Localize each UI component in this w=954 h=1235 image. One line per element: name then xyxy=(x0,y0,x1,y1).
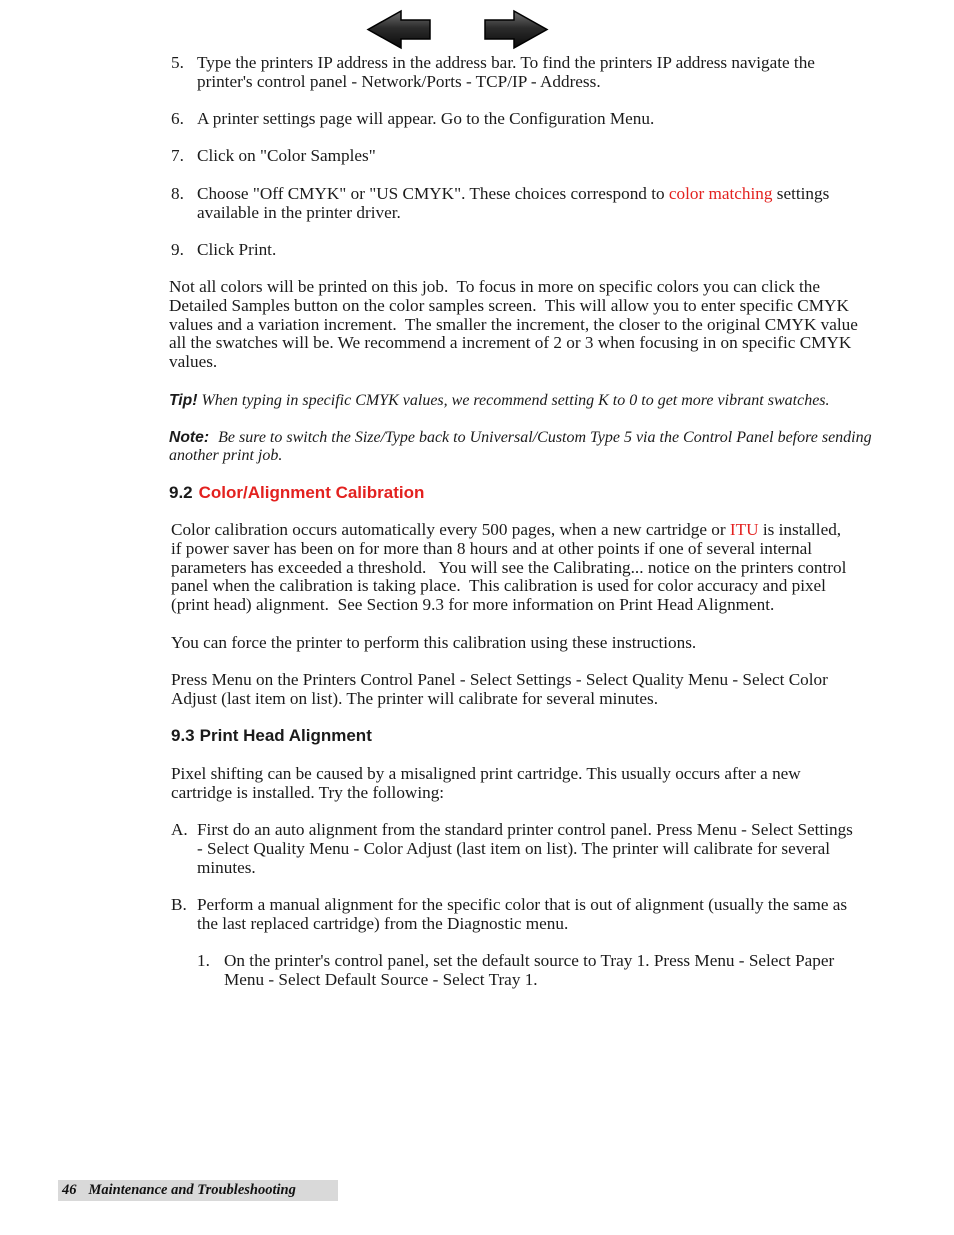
step-text xyxy=(197,185,829,223)
step-text-line: A printer settings page will appear. Go to the Configuration Menu. xyxy=(197,109,655,128)
paragraph-line: all the swatches will be. We recommend a increment of 2 or 3 when focusing in on specific CMYK xyxy=(169,333,852,353)
section-number: 9.3 xyxy=(171,726,195,745)
step-text-line xyxy=(197,185,829,204)
section-number: 9.2 xyxy=(169,483,193,502)
paragraph-line xyxy=(171,521,846,540)
itu-link[interactable]: ITU xyxy=(729,520,759,539)
paragraph-segment: Color calibration occurs automatically every 500 pages, when a new cartridge or xyxy=(171,520,730,539)
step-text-line: Type the printers IP address in the address bar. To find the printers IP address navigate the xyxy=(197,53,815,72)
arrow-right-icon[interactable] xyxy=(482,9,549,50)
step-text-line: printer's control panel - Network/Ports - TCP/IP - Address. xyxy=(197,71,601,91)
paragraph-line: You can force the printer to perform this calibration using these instructions. xyxy=(171,633,697,652)
section-title: Print Head Alignment xyxy=(199,726,372,745)
paragraph-segment: is installed, xyxy=(758,520,842,539)
item-text xyxy=(197,821,853,877)
step-text-segment: Choose "Off CMYK" or "US CMYK". These choices correspond to xyxy=(197,184,669,203)
page-footer xyxy=(58,1180,338,1201)
calibration-paragraph xyxy=(171,521,846,615)
item-text-line: - Select Quality Menu - Color Adjust (last item on list). The printer will calibrate for several xyxy=(197,838,831,858)
step-item xyxy=(171,241,276,260)
step-text xyxy=(197,110,654,129)
paragraph-line: Pixel shifting can be caused by a misaligned print cartridge. This usually occurs after a new xyxy=(171,764,801,783)
step-number: 9. xyxy=(171,240,184,259)
color-matching-link[interactable]: color matching xyxy=(668,184,773,203)
step-text-line: Click on "Color Samples" xyxy=(197,146,376,165)
step-number: 7. xyxy=(171,146,184,165)
paragraph-line: values. xyxy=(169,352,218,372)
item-text xyxy=(197,896,847,934)
paragraph-line: panel when the calibration is taking place. This calibration is used for color accuracy and pixel xyxy=(171,576,826,596)
menu-instructions-paragraph xyxy=(171,671,828,709)
paragraph-line: if power saver has been on for more than 8 hours and at other points if one of several internal xyxy=(171,538,812,558)
alignment-item xyxy=(171,821,853,877)
step-text-line: available in the printer driver. xyxy=(197,202,401,222)
sub-item-text-line: On the printer's control panel, set the default source to Tray 1. Press Menu - Select Paper xyxy=(224,951,835,970)
step-item xyxy=(171,54,815,92)
step-number: 5. xyxy=(171,53,184,72)
step-number: 8. xyxy=(171,184,184,203)
paragraph-line: Not all colors will be printed on this job. To focus in more on specific colors you can click the xyxy=(169,277,820,296)
item-marker: A. xyxy=(171,820,188,839)
step-text xyxy=(197,147,376,166)
step-text xyxy=(197,54,815,92)
section-title: Color/Alignment Calibration xyxy=(198,483,425,502)
next-page-button[interactable] xyxy=(482,9,549,50)
tip-label: Tip! xyxy=(169,392,198,409)
item-text-line: First do an auto alignment from the standard printer control panel. Press Menu - Select Settings xyxy=(197,820,853,839)
sub-item-text-line: Menu - Select Default Source - Select Tray 1. xyxy=(224,969,538,989)
note-callout xyxy=(169,428,872,466)
paragraph-line: (print head) alignment. See Section 9.3 for more information on Print Head Alignment. xyxy=(171,595,775,615)
paragraph-line: Press Menu on the Printers Control Panel - Select Settings - Select Quality Menu - Select Color xyxy=(171,670,828,689)
paragraph-line: parameters has exceeded a threshold. You will see the Calibrating... notice on the printers control xyxy=(171,557,847,577)
footer-chapter-title: Maintenance and Troubleshooting xyxy=(88,1182,296,1198)
paragraph-line: values and a variation increment. The smaller the increment, the closer to the original CMYK value xyxy=(169,314,858,334)
note-text: Be sure to switch the Size/Type back to Universal/Custom Type 5 via the Control Panel before sending xyxy=(218,429,872,446)
pixel-shifting-paragraph xyxy=(171,765,801,803)
tip-callout xyxy=(169,391,830,410)
section-heading-9-2 xyxy=(169,484,424,503)
note-line xyxy=(169,428,872,447)
alignment-sub-item xyxy=(197,952,834,990)
step-item xyxy=(171,110,654,129)
paragraph-line: Adjust (last item on list). The printer will calibrate for several minutes. xyxy=(171,688,659,708)
arrow-right-shape[interactable] xyxy=(485,11,547,48)
note-label: Note: xyxy=(169,429,210,446)
arrow-left-shape[interactable] xyxy=(368,11,430,48)
step-item xyxy=(171,147,376,166)
item-text-line: Perform a manual alignment for the specific color that is out of alignment (usually the same as xyxy=(197,895,848,914)
arrow-left-icon[interactable] xyxy=(366,9,433,50)
paragraph-line: Detailed Samples button on the color samples screen. This will allow you to enter specific CMYK xyxy=(169,295,849,315)
step-text-segment: settings xyxy=(772,184,830,203)
step-text xyxy=(197,241,276,260)
tip-text: When typing in specific CMYK values, we recommend setting K to 0 to get more vibrant swatches. xyxy=(201,392,830,409)
section-heading-9-3 xyxy=(171,727,372,746)
item-text-line: the last replaced cartridge) from the Diagnostic menu. xyxy=(197,913,569,933)
sub-item-text xyxy=(224,952,834,990)
sub-item-marker: 1. xyxy=(197,951,210,970)
previous-page-button[interactable] xyxy=(366,9,433,50)
alignment-item xyxy=(171,896,847,934)
note-line: another print job. xyxy=(169,446,283,464)
color-samples-paragraph xyxy=(169,278,858,372)
force-calibration-paragraph xyxy=(171,634,696,653)
step-item xyxy=(171,185,829,223)
step-number: 6. xyxy=(171,109,184,128)
tip-line xyxy=(169,391,830,410)
item-marker: B. xyxy=(171,895,187,914)
page-number: 46 xyxy=(62,1182,77,1198)
item-text-line: minutes. xyxy=(197,857,256,877)
step-text-line: Click Print. xyxy=(197,240,277,259)
paragraph-line: cartridge is installed. Try the following: xyxy=(171,782,445,802)
